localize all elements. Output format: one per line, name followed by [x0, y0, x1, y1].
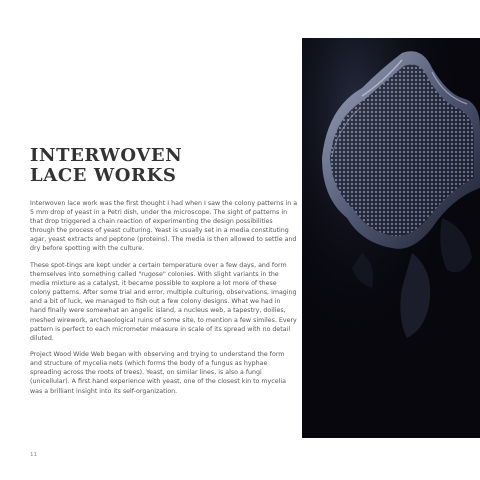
body-paragraph-2: These spot-tings are kept under a certain temperature over a few days, and form themselves into something called "rugose" colonies. With slight variants in the media mixture as a catalyst, it became possible to explore a lot more of these colony patterns. After some trial and error, multiple culturing, observations, imaging and a bit of luck, we managed to fish out a few colony designs. What we had in hand finally were somewhat an angelic island, a nucleus web, a tapestry, doilies, meshed wirework, archaeological ruins of some site, to mention a few similes. Every pattern is perfect to each micrometer measure in scale of its spread with no detail diluted.	[30, 261, 297, 342]
lace-colony-photo	[302, 38, 480, 438]
article-title-line-2: LACE WORKS	[30, 165, 177, 186]
article-title	[30, 146, 290, 186]
body-paragraph-3: Project Wood Wide Web began with observing and trying to understand the form and structure of mycelia nets (which forms the body of a fungus as hyphae spreading across the roots of trees). Yeast, on similar lines, is also a fungi (unicellular). A first hand experience with yeast, one of the closest kin to mycelia was a brilliant insight into its self-organization.	[30, 351, 286, 395]
page-number: 11	[30, 452, 37, 458]
article-body	[30, 199, 298, 403]
article-title-line-1: INTERWOVEN	[30, 145, 183, 166]
body-paragraph-1: Interwoven lace work was the first thought I had when I saw the colony patterns in a 5 mm drop of yeast in a Petri dish, under the microscope. The sight of patterns in that drop triggered a chain reaction of experimenting the design possibilities through the process of yeast culturing. Yeast is usually set in a media constituting agar, yeast extracts and peptone (proteins). The media is then allowed to settle and dry before spotting with the culture.	[30, 200, 298, 253]
